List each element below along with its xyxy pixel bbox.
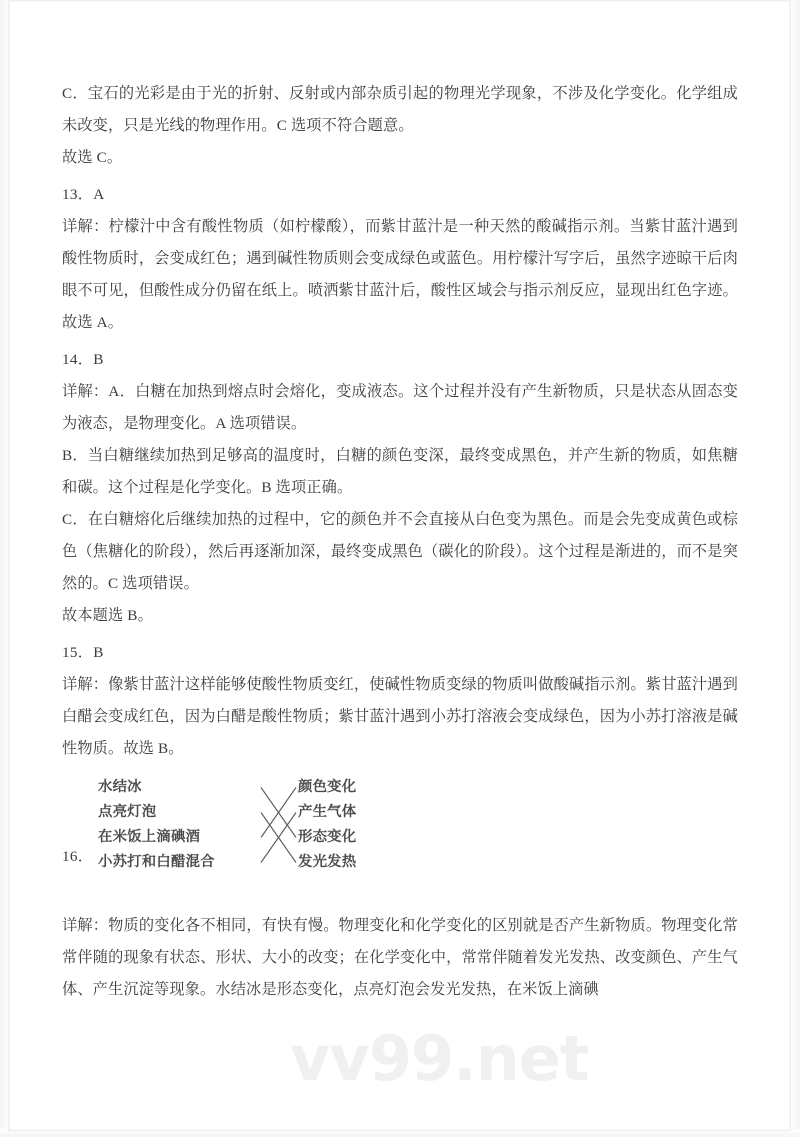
match-right-item[interactable]: 产生气体 bbox=[298, 804, 357, 820]
question-14-option-a: 详解：A．白糖在加热到熔点时会熔化，变成液态。这个过程并没有产生新物质，只是状态从固态变为液态，是物理变化。A 选项错误。 bbox=[62, 383, 738, 432]
option-c-explanation: C．宝石的光彩是由于光的折射、反射或内部杂质引起的物理光学现象，不涉及化学变化。化学组成未改变，只是光线的物理作用。C 选项不符合题意。 bbox=[62, 85, 738, 134]
match-right-item[interactable]: 发光发热 bbox=[298, 854, 357, 870]
question-13-answer: 13．A bbox=[62, 186, 105, 203]
option-c-conclusion: 故选 C。 bbox=[62, 149, 123, 166]
match-left-item[interactable]: 点亮灯泡 bbox=[98, 804, 157, 820]
match-left-item[interactable]: 在米饭上滴碘酒 bbox=[98, 829, 201, 845]
matching-right-column bbox=[298, 775, 458, 875]
page-edge-shading-bottom bbox=[0, 1129, 800, 1137]
page-edge-shading-left bbox=[0, 0, 9, 1137]
document-content bbox=[62, 78, 738, 1006]
question-13-explanation: 详解：柠檬汁中含有酸性物质（如柠檬酸），而紫甘蓝汁是一种天然的酸碱指示剂。当紫甘蓝汁遇到酸性物质时，会变成红色；遇到碱性物质则会变成绿色或蓝色。用柠檬汁写字后，虽然字迹晾干后肉眼不可见，但酸性成分仍留在纸上。喷洒紫甘蓝汁后，酸性区域会与指示剂反应，显现出红色字迹。故选 A。 bbox=[62, 218, 738, 331]
matching-area bbox=[98, 775, 428, 885]
matching-left-column bbox=[98, 775, 258, 875]
watermark: vv99.net bbox=[290, 1022, 589, 1095]
question-16-matching-diagram bbox=[62, 775, 738, 910]
match-left-item[interactable]: 小苏打和白醋混合 bbox=[98, 854, 215, 870]
question-16-number: 16． bbox=[62, 848, 94, 865]
match-left-item[interactable]: 水结冰 bbox=[98, 779, 142, 795]
question-15-explanation: 详解：像紫甘蓝汁这样能够使酸性物质变红，使碱性物质变绿的物质叫做酸碱指示剂。紫甘蓝汁遇到白醋会变成红色，因为白醋是酸性物质；紫甘蓝汁遇到小苏打溶液会变成绿色，因为小苏打溶液是碱性物质。故选 B。 bbox=[62, 676, 738, 757]
question-14-option-c: C．在白糖熔化后继续加热的过程中，它的颜色并不会直接从白色变为黑色。而是会先变成黄色或棕色（焦糖化的阶段），然后再逐渐加深，最终变成黑色（碳化的阶段）。这个过程是渐进的，而不是突然的。C 选项错误。 bbox=[62, 511, 738, 592]
question-15-answer: 15．B bbox=[62, 644, 104, 661]
question-16-explanation: 详解：物质的变化各不相同，有快有慢。物理变化和化学变化的区别就是否产生新物质。物理变化常常伴随的现象有状态、形状、大小的改变；在化学变化中，常常伴随着发光发热、改变颜色、产生气体、产生沉淀等现象。水结冰是形态变化，点亮灯泡会发光发热，在米饭上滴碘 bbox=[62, 917, 738, 998]
question-14-conclusion: 故本题选 B。 bbox=[62, 607, 153, 624]
match-right-item[interactable]: 颜色变化 bbox=[298, 779, 357, 795]
match-right-item[interactable]: 形态变化 bbox=[298, 829, 357, 845]
question-14-answer: 14．B bbox=[62, 351, 104, 368]
question-14-option-b: B．当白糖继续加热到足够高的温度时，白糖的颜色变深，最终变成黑色，并产生新的物质，如焦糖和碳。这个过程是化学变化。B 选项正确。 bbox=[62, 447, 738, 496]
page-edge-shading-right bbox=[790, 0, 800, 1137]
